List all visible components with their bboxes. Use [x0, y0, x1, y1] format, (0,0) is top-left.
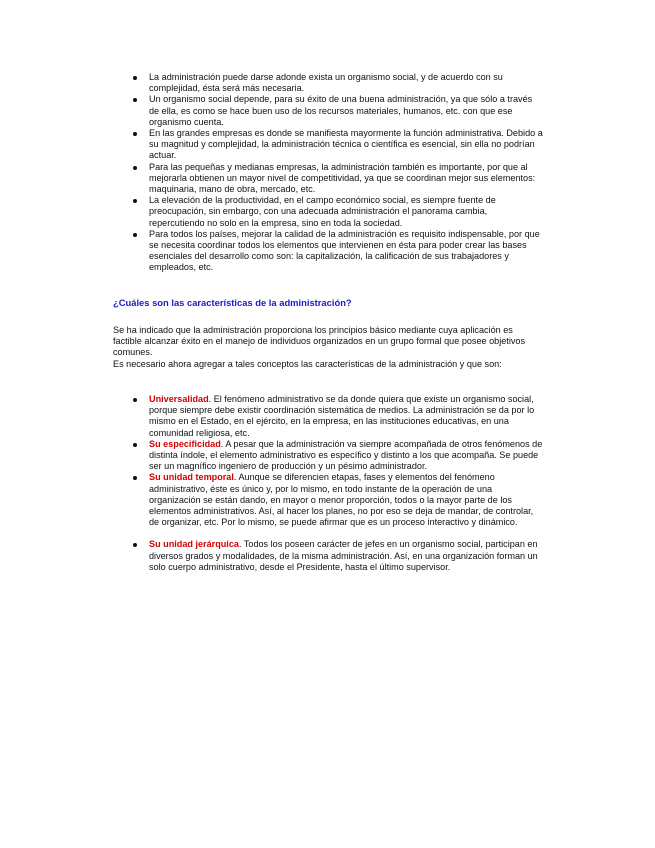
list-item: [133, 394, 543, 439]
characteristic-text: . Aunque se diferencien etapas, fases y elementos del fenómeno administrativo, éste es único y, por lo mismo, en todo instante de la operación de una organización se están dando, en mayor o menor proporción, todos o la mayor parte de los elementos administrativos. Así, al hacer los planes, no por eso se deja de mandar, de controlar, de organizar, etc. Por lo mismo, se puede afirmar que es un proceso interactivo y dinámico.: [149, 472, 534, 528]
characteristics-list: [133, 394, 543, 573]
characteristic-term: Su unidad jerárquica: [149, 539, 239, 550]
list-item: [133, 472, 543, 528]
list-item: Un organismo social depende, para su éxito de una buena administración, ya que sólo a través de ella, es como se hace buen uso de los recursos materiales, humanos, etc. con que ese organismo cuenta.: [133, 94, 543, 128]
list-item: Para todos los países, mejorar la calidad de la administración es requisito indispensable, por que se necesita coordinar todos los elementos que intervienen en ésta para poder crear las bases esenciales del desarrollo como son: la capitalización, la calificación de sus trabajadores y empleados, etc.: [133, 229, 543, 274]
characteristic-term: Su especificidad: [149, 438, 221, 449]
importance-list: [133, 72, 543, 274]
characteristic-term: Universalidad: [149, 394, 209, 404]
intro-paragraph: [113, 325, 543, 370]
list-item: La elevación de la productividad, en el campo económico social, es siempre fuente de preocupación, sin embargo, con una adecuada administración el panorama cambia, repercutiendo no solo en la empresa, sino en toda la sociedad.: [133, 195, 543, 229]
list-item: Para las pequeñas y medianas empresas, la administración también es importante, por que al mejorarla obtienen un mayor nivel de competitividad, ya que se coordinan mejor sus elementos: maquinaria, mano de obra, mercado, etc.: [133, 162, 543, 196]
intro-text-2: Es necesario ahora agregar a tales conceptos las características de la administración y que son:: [113, 358, 502, 369]
section-heading: ¿Cuáles son las características de la administración?: [113, 297, 352, 308]
characteristic-text: . A pesar que la administración va siempre acompañada de otros fenómenos de distinta índole, el elemento administrativo es específico y distinto a los que acompaña. Se puede ser un magnífico ingeniero de producción y un pésimo administrador.: [149, 438, 543, 472]
list-item: La administración puede darse adonde exista un organismo social, y de acuerdo con su complejidad, ésta será más necesaria.: [133, 72, 543, 94]
characteristic-term: Su unidad temporal: [149, 472, 234, 483]
intro-text-1: Se ha indicado que la administración proporciona los principios básico mediante cuya aplicación es factible alcanzar éxito en el manejo de individuos organizados en un grupo formal que posee objetivos comunes.: [113, 325, 526, 358]
characteristic-text: . El fenómeno administrativo se da donde quiera que existe un organismo social, porque siempre debe existir coordinación sistemática de medios. La administración se da por lo mismo en el Estado, en el ejército, en la empresa, en las instituciones educativas, en una comunidad religiosa, etc.: [149, 394, 535, 438]
characteristic-text: . Todos los poseen carácter de jefes en un organismo social, participan en diversos grados y modalidades, de la misma administración. Así, en una organización forman un solo cuerpo administrativo, desde el Presidente, hasta el último supervisor.: [149, 539, 538, 572]
list-item: [133, 439, 543, 473]
list-item: [133, 539, 543, 573]
list-item: En las grandes empresas es donde se manifiesta mayormente la función administrativa. Debido a su magnitud y complejidad, la administración técnica o científica es esencial, sin ella no podrían actuar.: [133, 128, 543, 162]
